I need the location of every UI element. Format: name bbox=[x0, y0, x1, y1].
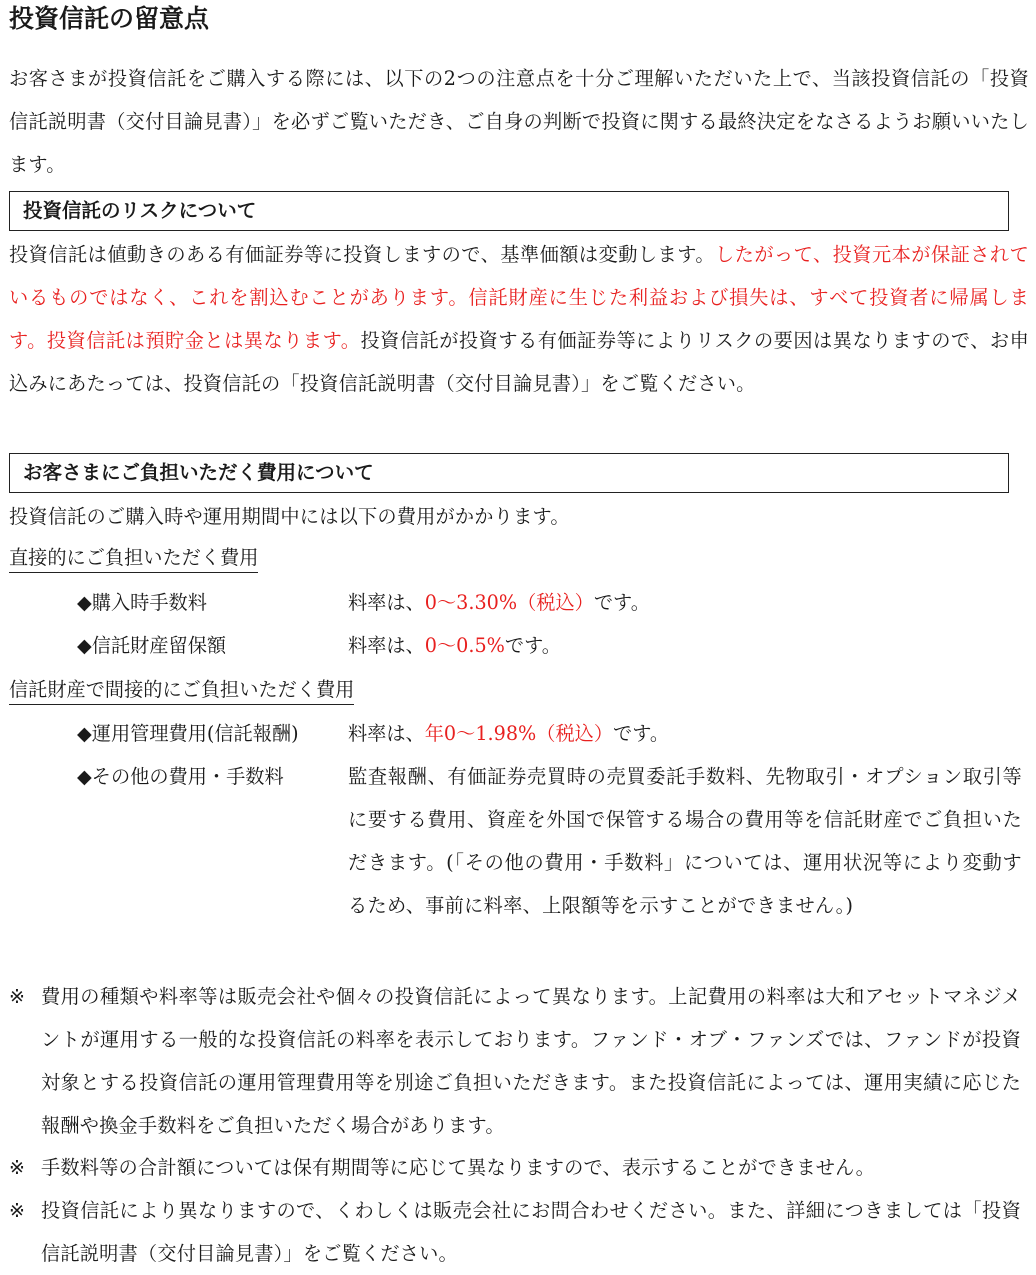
costs-heading: お客さまにご負担いただく費用について bbox=[9, 453, 1009, 493]
note-text: 費用の種類や料率等は販売会社や個々の投資信託によって異なります。上記費用の料率は大和アセットマネジメントが運用する一般的な投資信託の料率を表示しております。ファンド・オブ・ファンズでは、ファンドが投資対象とする投資信託の運用管理費用等を別途ご負担いただきます。また投資信託によっては、運用実績に応じた報酬や換金手数料をご負担いただく場合があります。 bbox=[41, 985, 1021, 1137]
purchase-fee-value: 料率は、0～3.30%（税込）です。 bbox=[348, 591, 650, 614]
risk-heading: 投資信託のリスクについて bbox=[9, 191, 1009, 231]
note-item bbox=[9, 1189, 1021, 1275]
indirect-costs-subheading: 信託財産で間接的にご負担いただく費用 bbox=[9, 676, 354, 705]
risk-text-normal: 投資信託は値動きのある有価証券等に投資しますので、基準価額は変動します。 bbox=[9, 243, 716, 266]
costs-intro: 投資信託のご購入時や運用期間中には以下の費用がかかります。 bbox=[9, 505, 570, 528]
management-fee-rate: 年0～1.98%（税込） bbox=[424, 722, 614, 745]
note-mark: ※ bbox=[9, 985, 26, 1008]
trust-retention-rate: 0～0.5% bbox=[424, 634, 505, 657]
trust-retention-value: 料率は、0～0.5%です。 bbox=[348, 634, 561, 657]
trust-retention-label: ◆信託財産留保額 bbox=[77, 634, 227, 657]
risk-text-normal-2: 投資信託が投資する有価証券等によりリスクの要因は異なりますので、お申込みにあたっては、投資信託の「投資信託説明書（交付目論見書）」をご覧ください。 bbox=[9, 329, 1030, 395]
risk-paragraph bbox=[9, 233, 1029, 405]
note-item bbox=[9, 1146, 1021, 1189]
purchase-fee-rate: 0～3.30%（税込） bbox=[424, 591, 594, 614]
page-title: 投資信託の留意点 bbox=[9, 4, 210, 33]
note-mark: ※ bbox=[9, 1156, 26, 1179]
intro-paragraph: お客さまが投資信託をご購入する際には、以下の2つの注意点を十分ご理解いただいた上で、当該投資信託の「投資信託説明書（交付目論見書）」を必ずご覧いただき、ご自身の判断で投資に関する最終決定をなさるようお願いいたします。 bbox=[9, 67, 1029, 176]
note-text: 手数料等の合計額については保有期間等に応じて異なりますので、表示することができません。 bbox=[41, 1156, 876, 1179]
other-fees-label: ◆その他の費用・手数料 bbox=[77, 765, 284, 788]
note-text: 投資信託により異なりますので、くわしくは販売会社にお問合わせください。また、詳細につきましては「投資信託説明書（交付目論見書）」をご覧ください。 bbox=[41, 1199, 1021, 1265]
risk-text-emphasis: したがって、投資元本が保証されているものではなく、これを割込むことがあります。信託財産に生じた利益および損失は、すべて投資者に帰属します。投資信託は預貯金とは異なります。 bbox=[9, 243, 1029, 352]
other-fees-description: 監査報酬、有価証券売買時の売買委託手数料、先物取引・オプション取引等に要する費用、資産を外国で保管する場合の費用等を信託財産でご負担いただきます。(「その他の費用・手数料」については、運用状況等により変動するため、事前に料率、上限額等を示すことができません。) bbox=[348, 765, 1022, 917]
purchase-fee-label: ◆購入時手数料 bbox=[77, 591, 207, 614]
direct-costs-subheading: 直接的にご負担いただく費用 bbox=[9, 544, 258, 573]
note-item bbox=[9, 975, 1021, 1147]
management-fee-label: ◆運用管理費用(信託報酬) bbox=[77, 722, 299, 745]
management-fee-value: 料率は、年0～1.98%（税込）です。 bbox=[348, 722, 670, 745]
note-mark: ※ bbox=[9, 1199, 26, 1222]
